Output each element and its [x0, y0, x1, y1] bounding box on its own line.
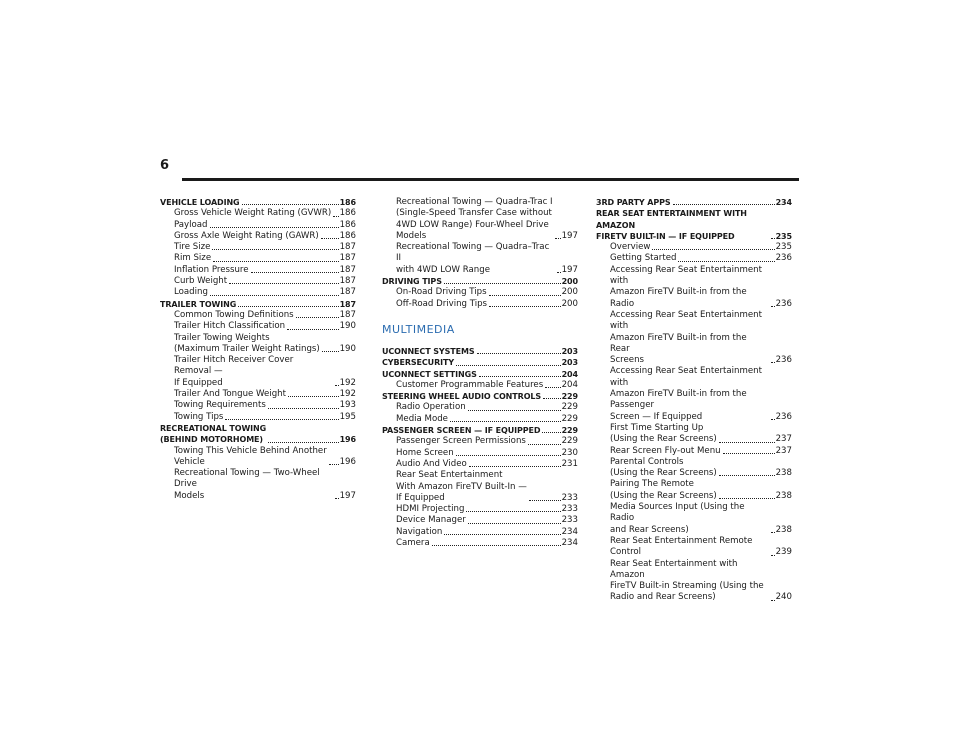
- toc-entry-title: Common Towing Definitions: [174, 309, 294, 320]
- toc-entry-title: Trailer Towing Weights (Maximum Trailer Weight Ratings): [174, 332, 320, 354]
- toc-entry-title: Audio And Video: [396, 458, 467, 469]
- toc-entry-page: 190: [339, 343, 356, 354]
- toc-entry-title: Inflation Pressure: [174, 264, 249, 275]
- toc-entry[interactable]: [160, 253, 356, 264]
- toc-entry-title: Rim Size: [174, 253, 212, 264]
- toc-entry-title: Media Mode: [396, 413, 448, 424]
- toc-entry-title: HDMI Projecting: [396, 504, 465, 515]
- toc-entry-title: Trailer Hitch Receiver Cover Removal — If Equipped: [174, 355, 294, 388]
- toc-entry[interactable]: [382, 299, 578, 310]
- toc-entry-page: 187: [339, 299, 356, 309]
- toc-entry-page: 186: [339, 208, 356, 219]
- toc-entry-page: 203: [561, 346, 578, 356]
- toc-entry[interactable]: [596, 502, 792, 536]
- toc-entry-page: 186: [339, 198, 356, 207]
- toc-entry-page: 197: [561, 230, 578, 241]
- dot-leader: [479, 376, 561, 377]
- dot-leader: [719, 475, 775, 476]
- toc-entry[interactable]: [160, 355, 356, 389]
- toc-entry-page: 187: [339, 264, 356, 275]
- toc-entry-title: Recreational Towing — Quadra–Trac II with 4WD LOW Range: [396, 242, 550, 275]
- toc-entry-page: 233: [561, 504, 578, 515]
- dot-leader: [242, 204, 339, 205]
- toc-entry[interactable]: [160, 400, 356, 411]
- toc-entry-page: 200: [561, 298, 578, 309]
- toc-entry[interactable]: [596, 265, 792, 310]
- dot-leader: [477, 353, 561, 354]
- toc-entry-title: Off-Road Driving Tips: [396, 298, 488, 309]
- toc-entry-page: 236: [775, 298, 792, 309]
- toc-chapter-entry[interactable]: [160, 197, 356, 208]
- dot-leader: [210, 295, 339, 296]
- toc-entry[interactable]: [160, 276, 356, 287]
- dot-leader: [468, 410, 561, 411]
- toc-entry[interactable]: [382, 197, 578, 242]
- toc-entry-page: 197: [339, 490, 356, 501]
- dot-leader: [673, 204, 775, 205]
- dot-leader: [543, 398, 561, 399]
- dot-leader: [469, 466, 561, 467]
- toc-chapter-entry[interactable]: [382, 346, 578, 357]
- toc-entry-title: Rear Screen Fly-out Menu: [610, 445, 721, 456]
- toc-entry-page: 203: [561, 358, 578, 368]
- toc-chapter-entry[interactable]: [382, 391, 578, 402]
- toc-entry[interactable]: [160, 389, 356, 400]
- dot-leader: [456, 455, 561, 456]
- toc-entry-page: 186: [339, 230, 356, 241]
- dot-leader: [555, 238, 561, 239]
- toc-entry-page: 229: [561, 426, 578, 436]
- dot-leader: [213, 261, 338, 262]
- dot-leader: [719, 498, 775, 499]
- toc-entry[interactable]: [382, 436, 578, 447]
- toc-entry-title: DRIVING TIPS: [382, 277, 442, 287]
- toc-entry[interactable]: [160, 310, 356, 321]
- toc-entry[interactable]: [596, 446, 792, 457]
- toc-entry-page: 204: [561, 369, 578, 379]
- toc-entry-title: Curb Weight: [174, 276, 228, 287]
- toc-entry[interactable]: [596, 310, 792, 366]
- toc-entry-page: 192: [339, 377, 356, 388]
- toc-entry-page: 239: [775, 547, 792, 558]
- toc-entry-title: Accessing Rear Seat Entertainment with Amazon FireTV Built-in from the Passenger Screen — If Equipped: [610, 366, 762, 422]
- toc-entry-page: 233: [561, 492, 578, 503]
- toc-entry[interactable]: [160, 446, 356, 469]
- toc-entry-title: Passenger Screen Permissions: [396, 436, 526, 447]
- dot-leader: [771, 306, 775, 307]
- toc-column-3: [596, 197, 792, 604]
- toc-entry[interactable]: [382, 459, 578, 470]
- toc-entry[interactable]: [382, 414, 578, 425]
- toc-entry-page: 236: [775, 411, 792, 422]
- section-heading: MULTIMEDIA: [382, 322, 455, 336]
- toc-entry-page: 229: [561, 392, 578, 402]
- toc-entry-page: 196: [339, 456, 356, 467]
- toc-entry-title: Getting Started: [610, 253, 677, 264]
- dot-leader: [268, 408, 339, 409]
- dot-leader: [251, 272, 339, 273]
- toc-entry-page: 233: [561, 515, 578, 526]
- toc-chapter-entry[interactable]: [160, 299, 356, 310]
- toc-entry-page: 240: [775, 592, 792, 603]
- toc-entry[interactable]: [160, 412, 356, 423]
- dot-leader: [444, 283, 561, 284]
- dot-leader: [719, 442, 775, 443]
- toc-entry-page: 238: [775, 490, 792, 501]
- toc-entry-page: 237: [775, 445, 792, 456]
- dot-leader: [528, 444, 561, 445]
- toc-entry-title: Device Manager: [396, 515, 466, 526]
- toc-entry-title: Navigation: [396, 526, 443, 537]
- toc-entry-title: Accessing Rear Seat Entertainment with Amazon FireTV Built-in from the Rear Screens: [610, 309, 762, 366]
- dot-leader: [771, 419, 775, 420]
- dot-leader: [529, 500, 561, 501]
- toc-entry-page: 187: [339, 242, 356, 253]
- toc-entry-page: 235: [775, 242, 792, 253]
- dot-leader: [489, 295, 561, 296]
- header-rule: [182, 178, 799, 181]
- toc-entry-page: 235: [775, 231, 792, 241]
- toc-entry[interactable]: [160, 321, 356, 332]
- toc-entry-title: On-Road Driving Tips: [396, 287, 487, 298]
- toc-entry-title: TRAILER TOWING: [160, 299, 237, 309]
- toc-entry-title: Home Screen: [396, 447, 454, 458]
- dot-leader: [210, 227, 339, 228]
- toc-entry-title: Gross Vehicle Weight Rating (GVWR): [174, 208, 332, 219]
- toc-entry[interactable]: [382, 538, 578, 549]
- dot-leader: [335, 498, 339, 499]
- toc-entry-page: 192: [339, 389, 356, 400]
- toc-entry[interactable]: [160, 333, 356, 356]
- toc-entry-page: 231: [561, 458, 578, 469]
- dot-leader: [771, 555, 775, 556]
- dot-leader: [333, 216, 338, 217]
- toc-entry-page: 187: [339, 287, 356, 298]
- toc-entry-page: 234: [775, 198, 792, 207]
- toc-entry-title: Rear Seat Entertainment With Amazon FireTV Built-In — If Equipped: [396, 470, 527, 503]
- toc-entry-page: 187: [339, 276, 356, 287]
- toc-entry-page: 186: [339, 219, 356, 230]
- toc-entry-title: Payload: [174, 219, 208, 230]
- toc-entry-title: Tire Size: [174, 242, 211, 253]
- toc-entry-page: 229: [561, 436, 578, 447]
- dot-leader: [466, 511, 560, 512]
- toc-entry-page: 200: [561, 287, 578, 298]
- toc-entry-title: Towing Tips: [174, 411, 224, 422]
- toc-entry-page: 190: [339, 321, 356, 332]
- toc-chapter-entry[interactable]: [382, 357, 578, 368]
- toc-entry-title: UCONNECT SETTINGS: [382, 369, 477, 379]
- dot-leader: [723, 453, 775, 454]
- dot-leader: [456, 365, 561, 366]
- toc-column-2: [382, 197, 578, 549]
- toc-entry[interactable]: [596, 253, 792, 264]
- dot-leader: [329, 464, 339, 465]
- toc-entry-page: 200: [561, 277, 578, 287]
- toc-entry[interactable]: [160, 231, 356, 242]
- toc-entry-page: 197: [561, 264, 578, 275]
- toc-entry-title: First Time Starting Up (Using the Rear Screens): [610, 422, 717, 445]
- dot-leader: [444, 534, 560, 535]
- toc-entry-title: Loading: [174, 287, 208, 298]
- toc-entry[interactable]: [382, 527, 578, 538]
- toc-column-1: [160, 197, 356, 502]
- dot-leader: [229, 283, 338, 284]
- toc-entry-page: 234: [561, 538, 578, 549]
- toc-entry-title: Parental Controls (Using the Rear Screens): [610, 456, 717, 479]
- toc-chapter-entry[interactable]: [382, 425, 578, 436]
- dot-leader: [288, 396, 339, 397]
- dot-leader: [238, 306, 338, 307]
- toc-chapter-entry[interactable]: [596, 197, 792, 208]
- toc-entry[interactable]: [382, 470, 578, 504]
- dot-leader: [771, 362, 775, 363]
- toc-entry[interactable]: [160, 287, 356, 298]
- toc-entry[interactable]: [596, 457, 792, 480]
- toc-entry-page: 229: [561, 413, 578, 424]
- dot-leader: [678, 261, 774, 262]
- dot-leader: [212, 249, 338, 250]
- toc-entry[interactable]: [382, 448, 578, 459]
- toc-entry-page: 236: [775, 253, 792, 264]
- toc-chapter-entry[interactable]: [596, 208, 792, 242]
- toc-entry[interactable]: [160, 242, 356, 253]
- toc-entry-title: Media Sources Input (Using the Radio and Rear Screens): [610, 502, 745, 535]
- toc-entry[interactable]: [382, 287, 578, 298]
- dot-leader: [557, 272, 561, 273]
- toc-entry-page: 229: [561, 402, 578, 413]
- toc-entry-title: Rear Seat Entertainment with Amazon FireTV Built-in Streaming (Using the Radio and Rear Screens): [610, 558, 764, 603]
- toc-entry[interactable]: [160, 265, 356, 276]
- toc-entry[interactable]: [160, 208, 356, 219]
- toc-entry-title: Rear Seat Entertainment Remote Control: [610, 535, 753, 558]
- toc-entry-page: 237: [775, 434, 792, 445]
- toc-chapter-entry[interactable]: [382, 369, 578, 380]
- toc-entry-title: STEERING WHEEL AUDIO CONTROLS: [382, 392, 542, 402]
- toc-entry[interactable]: [160, 220, 356, 231]
- toc-entry-title: RECREATIONAL TOWING (BEHIND MOTORHOME): [160, 423, 267, 445]
- dot-leader: [450, 421, 561, 422]
- toc-entry-title: CYBERSECURITY: [382, 358, 455, 368]
- toc-entry[interactable]: [596, 479, 792, 502]
- toc-entry[interactable]: [160, 468, 356, 502]
- toc-entry-title: Gross Axle Weight Rating (GAWR): [174, 230, 319, 241]
- dot-leader: [468, 523, 561, 524]
- dot-leader: [321, 238, 339, 239]
- toc-entry-title: Towing Requirements: [174, 400, 266, 411]
- toc-entry-page: 230: [561, 447, 578, 458]
- toc-entry-page: 187: [339, 253, 356, 264]
- toc-entry-title: 3RD PARTY APPS: [596, 198, 671, 207]
- dot-leader: [268, 442, 338, 443]
- toc-entry-title: Recreational Towing — Two-Wheel Drive Models: [174, 468, 320, 501]
- toc-entry-page: 204: [561, 379, 578, 390]
- toc-entry-page: 238: [775, 524, 792, 535]
- dot-leader: [771, 238, 775, 239]
- toc-entry[interactable]: [596, 423, 792, 446]
- toc-entry-title: Accessing Rear Seat Entertainment with Amazon FireTV Built-in from the Radio: [610, 264, 762, 309]
- toc-entry-title: UCONNECT SYSTEMS: [382, 346, 475, 356]
- toc-entry[interactable]: [382, 242, 578, 276]
- toc-entry[interactable]: [382, 504, 578, 515]
- toc-entry[interactable]: [382, 515, 578, 526]
- dot-leader: [322, 351, 339, 352]
- toc-entry-title: Pairing The Remote (Using the Rear Screens): [610, 479, 717, 501]
- toc-entry[interactable]: [596, 536, 792, 559]
- dot-leader: [542, 432, 560, 433]
- toc-entry-title: Radio Operation: [396, 402, 466, 413]
- toc-entry-title: Trailer And Tongue Weight: [174, 389, 286, 400]
- toc-entry-page: 238: [775, 468, 792, 479]
- toc-entry-title: Camera: [396, 538, 430, 549]
- dot-leader: [432, 545, 561, 546]
- toc-entry-page: 193: [339, 400, 356, 411]
- toc-entry-page: 234: [561, 526, 578, 537]
- toc-entry[interactable]: [382, 402, 578, 413]
- toc-entry-page: 195: [339, 411, 356, 422]
- dot-leader: [296, 317, 339, 318]
- toc-entry[interactable]: [596, 559, 792, 604]
- dot-leader: [771, 532, 775, 533]
- dot-leader: [225, 419, 338, 420]
- dot-leader: [335, 385, 339, 386]
- toc-entry-page: 187: [339, 309, 356, 320]
- toc-chapter-entry[interactable]: [160, 423, 356, 446]
- toc-entry-title: Towing This Vehicle Behind Another Vehicle: [174, 445, 327, 467]
- dot-leader: [287, 329, 338, 330]
- page-number: 6: [160, 158, 170, 173]
- toc-entry[interactable]: [596, 366, 792, 422]
- toc-entry-title: REAR SEAT ENTERTAINMENT WITH AMAZON FIRETV BUILT-IN — IF EQUIPPED: [596, 209, 747, 241]
- toc-entry-title: Customer Programmable Features: [396, 379, 544, 390]
- toc-entry-page: 236: [775, 355, 792, 366]
- toc-entry-title: Trailer Hitch Classification: [174, 321, 286, 332]
- toc-entry-title: Recreational Towing — Quadra-Trac I (Single-Speed Transfer Case without 4WD LOW Range) Four-Wheel Drive Models: [396, 197, 553, 241]
- toc-entry[interactable]: [382, 380, 578, 391]
- dot-leader: [652, 249, 774, 250]
- dot-leader: [489, 306, 561, 307]
- toc-chapter-entry[interactable]: [382, 276, 578, 287]
- toc-entry[interactable]: [596, 242, 792, 253]
- toc-entry-title: PASSENGER SCREEN — IF EQUIPPED: [382, 426, 541, 436]
- dot-leader: [545, 387, 560, 388]
- toc-entry-title: VEHICLE LOADING: [160, 198, 240, 207]
- toc-entry-title: Overview: [610, 242, 651, 253]
- toc-entry-page: 196: [339, 435, 356, 445]
- dot-leader: [771, 600, 775, 601]
